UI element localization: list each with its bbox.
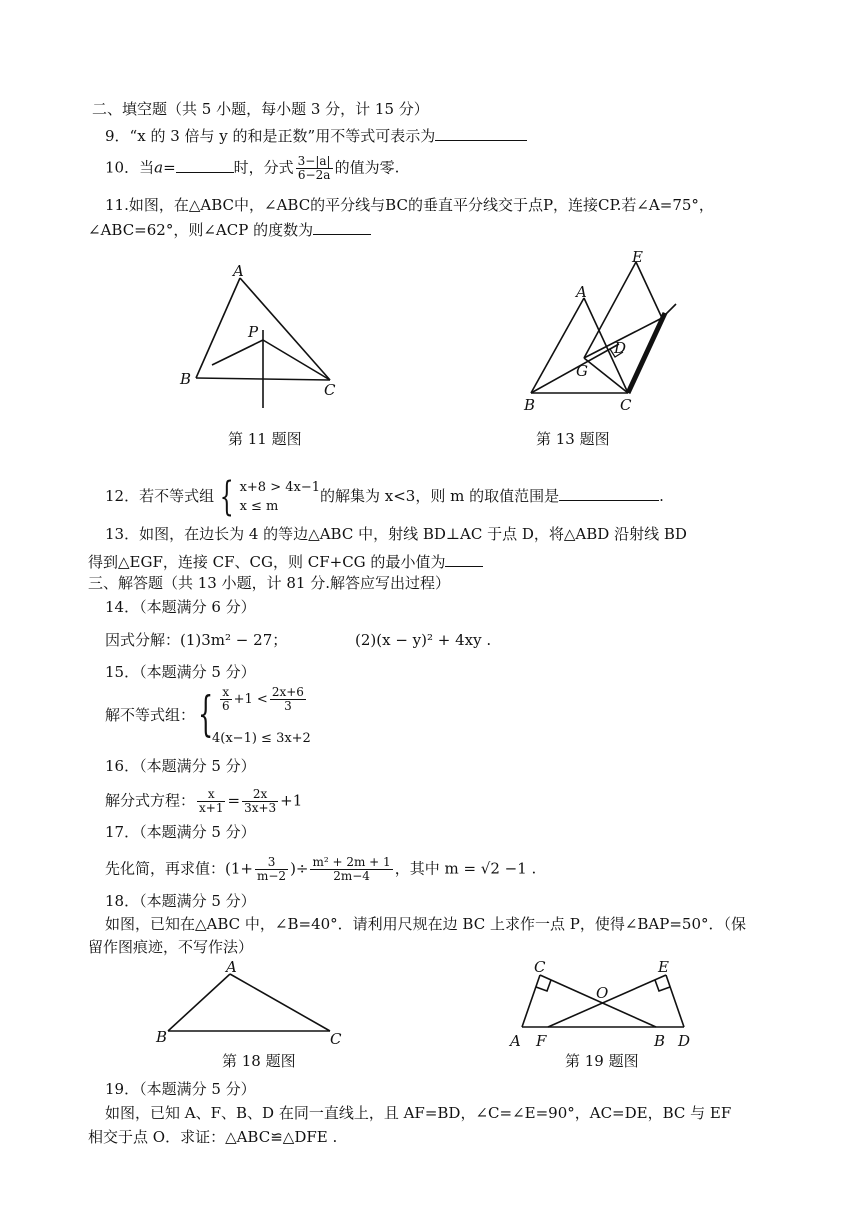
q14-part-1: (1)3m² − 27； [180, 631, 288, 649]
q12-inequality-1: x+8 > 4x−1 [239, 480, 320, 495]
q10-eq: = [163, 158, 176, 177]
q12-pre: 若不等式组 [139, 487, 215, 505]
q10-post: 的值为零. [334, 158, 400, 177]
q9-text: “x 的 3 倍与 y 的和是正数”用不等式可表示为 [129, 127, 436, 145]
fig19-caption: 第 19 题图 [565, 1052, 639, 1070]
q12-inequality-2: x ≤ m [239, 499, 279, 514]
q16-title: 16．（本题满分 5 分） [105, 757, 256, 775]
fig11-label-a: A [233, 262, 244, 280]
fig18-label-c: C [330, 1030, 342, 1048]
q15-inequality-2: 4(x−1) ≤ 3x+2 [212, 731, 311, 746]
fig13-label-d: D [614, 339, 627, 357]
fig13-caption: 第 13 题图 [536, 430, 610, 448]
q17-frac-1-den: m−2 [256, 869, 287, 883]
q17-tail: ，其中 m = √2 −1 . [394, 859, 537, 878]
q10-fraction-numerator: 3−|a| [297, 154, 331, 168]
section-3-heading: 三、解答题（共 13 小题，计 81 分.解答应写出过程） [88, 574, 451, 592]
q15-frac-left-num: x [220, 686, 232, 700]
q16-tail: +1 [280, 791, 303, 810]
q10-number: 10． [105, 158, 140, 177]
q15-title: 15．（本题满分 5 分） [105, 663, 256, 681]
q17-title: 17．（本题满分 5 分） [105, 823, 256, 841]
fig19-label-f: F [536, 1032, 547, 1050]
q14-label: 因式分解： [105, 631, 181, 649]
fig13-label-e: E [632, 248, 643, 266]
q14-part-2: (2)(x − y)² + 4xy . [355, 631, 492, 649]
fig18-label-a: A [226, 958, 237, 976]
fig19-label-e: E [658, 958, 669, 976]
q15-frac-right-num: 2x+6 [271, 685, 304, 699]
q17-frac-1-num: 3 [255, 856, 288, 870]
q19-line-2: 相交于点 O．求证：△ABC≌△DFE . [88, 1128, 338, 1146]
q10-fraction-denominator: 6−2a [297, 168, 331, 182]
fig11-label-p: P [248, 323, 259, 341]
fig13-label-b: B [524, 396, 536, 414]
q18-title: 18．（本题满分 5 分） [105, 892, 256, 910]
fig11-label-b: B [180, 370, 192, 388]
q10-mid: 时，分式 [233, 158, 294, 177]
fig11-caption: 第 11 题图 [228, 430, 302, 448]
q17-frac-2-den: 2m−4 [333, 869, 370, 883]
question-12: 12．若不等式组 { x+8 > 4x−1 x ≤ m 的解集为 x<3，则 m 的取值范围是 . [105, 474, 664, 520]
q16-eq: = [227, 791, 241, 810]
q10-pre: 当 [139, 158, 155, 177]
fig11-label-c: C [324, 381, 336, 399]
fig13-label-c: C [620, 396, 632, 414]
fig19-label-o: O [596, 984, 609, 1002]
q10-var: a [154, 158, 164, 177]
q13-line-2-text: 得到△EGF，连接 CF、CG，则 CF+CG 的最小值为 [88, 553, 446, 571]
q17-label: 先化简，再求值： [105, 859, 226, 878]
q14-title: 14．（本题满分 6 分） [105, 598, 256, 616]
fig13-label-g: G [576, 362, 588, 380]
fig18-caption: 第 18 题图 [222, 1052, 296, 1070]
q16-label: 解分式方程： [105, 791, 196, 810]
q16-frac-right-num: 2x [242, 788, 278, 802]
q15-frac-left-den: 6 [222, 699, 230, 713]
q11-line-2-text: ∠ABC=62°，则∠ACP 的度数为 [88, 221, 314, 239]
fig13-label-a: A [576, 283, 587, 301]
q17-close: )÷ [290, 859, 309, 878]
q16-frac-left-num: x [197, 788, 225, 802]
q15-label: 解不等式组： [105, 706, 196, 724]
q12-brace: { [219, 474, 234, 520]
fig19-label-d: D [678, 1032, 691, 1050]
q12-number: 12． [105, 487, 140, 505]
section-2-heading: 二、填空题（共 5 小题，每小题 3 分，计 15 分） [92, 100, 429, 118]
q19-title: 19．（本题满分 5 分） [105, 1080, 256, 1098]
fig19-label-c: C [534, 958, 546, 976]
q16-frac-right-den: 3x+3 [244, 801, 277, 815]
q18-line-2: 留作图痕迹，不写作法） [88, 938, 254, 956]
fig19-label-a: A [510, 1032, 521, 1050]
q18-line-1: 如图，已知在△ABC 中，∠B=40°．请利用尺规在边 BC 上求作一点 P，使得∠BAP=50°．（保 [105, 915, 747, 933]
q15-frac-right-den: 3 [284, 699, 292, 713]
q12-post: 的解集为 x<3，则 m 的取值范围是 [319, 487, 560, 505]
q17-open: (1+ [225, 859, 253, 878]
question-11-line-1: 11.如图，在△ABC中，∠ABC的平分线与BC的垂直平分线交于点P，连接CP.若∠A=75°， [105, 196, 714, 214]
fig19-side-de [666, 975, 684, 1027]
fig18-label-b: B [156, 1028, 168, 1046]
q19-line-1: 如图，已知 A、F、B、D 在同一直线上，且 AF=BD，∠C=∠E=90°，AC=DE，BC 与 EF [105, 1104, 732, 1122]
q15-brace: { [198, 686, 214, 742]
fig19-label-b: B [654, 1032, 666, 1050]
q9-number: 9． [105, 127, 130, 145]
fig19-side-ac [522, 975, 540, 1027]
question-13-line-1: 13．如图，在边长为 4 的等边△ABC 中，射线 BD⊥AC 于点 D，将△ABD 沿射线 BD [105, 525, 687, 543]
q15-inequality-1-mid: +1 < [233, 692, 268, 707]
q16-frac-left-den: x+1 [199, 801, 224, 815]
q17-frac-2-num: m² + 2m + 1 [312, 855, 391, 869]
